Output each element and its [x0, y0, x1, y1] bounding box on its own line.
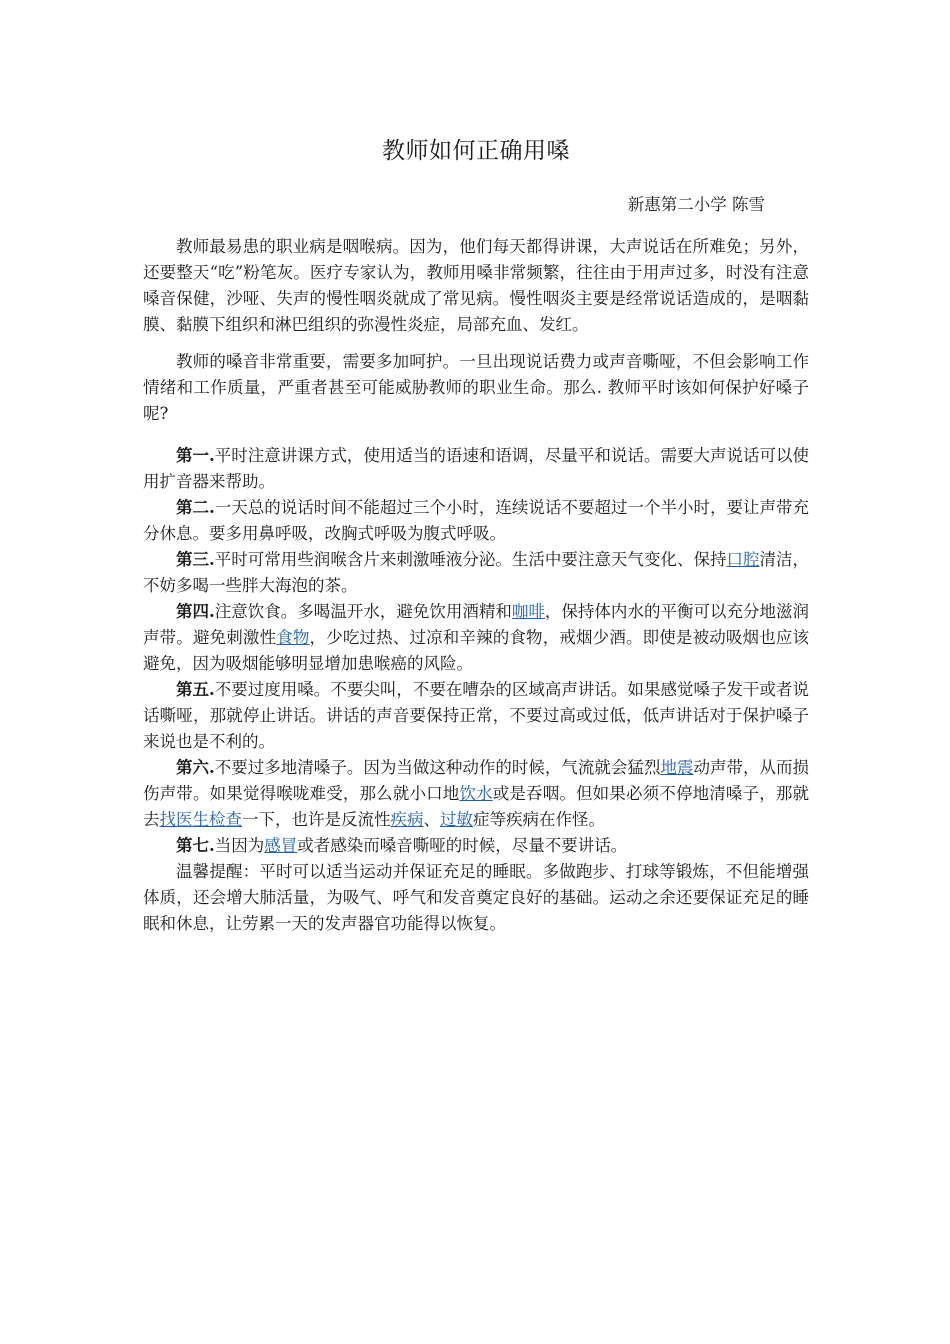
tip-text-6d: 一下，也许是反流性: [242, 810, 391, 829]
tip-text-6c: 或是吞咽。但如果必须不停地清嗓子，那就去: [143, 784, 810, 829]
link-earthquake[interactable]: 地震: [660, 758, 694, 777]
link-allergy[interactable]: 过敏: [440, 810, 473, 829]
tip-lead-5: 第五.: [176, 680, 215, 699]
document-author: 新惠第二小学 陈雪: [627, 195, 765, 214]
tip-lead-1: 第一.: [176, 446, 215, 465]
tip-text-2: 一天总的说话时间不能超过三个小时，连续说话不要超过一个半小时，要让声带充分休息。要多用鼻呼吸，改胸式呼吸为腹式呼吸。: [143, 498, 810, 543]
tip-paragraph-6: [143, 755, 809, 833]
tip-paragraph-3: [143, 547, 809, 599]
tip-paragraph-2: [143, 495, 809, 547]
document-body: [143, 234, 809, 937]
link-drink-water[interactable]: 饮水: [459, 784, 493, 803]
tip-text-4b: ，保持体内水的平衡可以充分地滋润声带。避免刺激性: [143, 602, 810, 647]
tip-text-3a: 平时可常用些润喉含片来刺激唾液分泌。生活中要注意天气变化、保持: [214, 550, 727, 569]
intro-paragraph-2: 教师的嗓音非常重要，需要多加呵护。一旦出现说话费力或声音嘶哑，不但会影响工作情绪和工作质量，严重者甚至可能威胁教师的职业生命。那么. 教师平时该如何保护好嗓子呢?: [143, 352, 809, 423]
tip-paragraph-5: [143, 677, 809, 755]
tip-text-4c: ，少吃过热、过凉和辛辣的食物，戒烟少酒。即使是被动吸烟也应该避免，因为吸烟能够明显增加患喉癌的风险。: [143, 628, 810, 673]
document-title: 教师如何正确用嗓: [382, 138, 570, 164]
tip-lead-7: 第七.: [176, 836, 215, 855]
link-see-doctor[interactable]: 找医生检查: [159, 810, 242, 829]
tip-text-6e: 、: [423, 810, 440, 829]
tip-paragraph-1: [143, 443, 809, 495]
tip-text-5: 不要过度用嗓。不要尖叫，不要在嘈杂的区域高声讲话。如果感觉嗓子发干或者说话嘶哑，那就停止讲话。讲话的声音要保持正常，不要过高或过低，低声讲话对于保护嗓子来说也是不利的。: [143, 680, 810, 751]
link-disease[interactable]: 疾病: [390, 810, 424, 829]
link-cold[interactable]: 感冒: [264, 836, 298, 855]
tip-lead-3: 第三.: [176, 550, 215, 569]
tip-paragraph-4: [143, 599, 809, 677]
tip-text-6a: 不要过多地清嗓子。因为当做这种动作的时候，气流就会猛烈: [214, 758, 661, 777]
tip-lead-2: 第二.: [176, 498, 215, 517]
tip-text-1: 平时注意讲课方式，使用适当的语速和语调，尽量平和说话。需要大声说话可以使用扩音器来帮助。: [143, 446, 810, 491]
link-coffee[interactable]: 咖啡: [511, 602, 545, 621]
tip-paragraph-7: [143, 833, 809, 859]
tip-lead-4: 第四.: [176, 602, 215, 621]
link-oral-cavity[interactable]: 口腔: [726, 550, 760, 569]
tip-text-3b: 清洁，不妨多喝一些胖大海泡的茶。: [143, 550, 810, 595]
reminder-paragraph: 温馨提醒：平时可以适当运动并保证充足的睡眠。多做跑步、打球等锻炼，不但能增强体质，还会增大肺活量，为吸气、呼气和发音奠定良好的基础。运动之余还要保证充足的睡眠和休息，让劳累一天的发声器官功能得以恢复。: [143, 862, 809, 933]
tip-text-7b: 或者感染而嗓音嘶哑的时候，尽量不要讲话。: [297, 836, 628, 855]
link-food[interactable]: 食物: [276, 628, 310, 647]
tip-text-4a: 注意饮食。多喝温开水，避免饮用酒精和: [214, 602, 512, 621]
intro-paragraph-1: 教师最易患的职业病是咽喉病。因为，他们每天都得讲课，大声说话在所难免；另外，还要整天“吃”粉笔灰。医疗专家认为，教师用嗓非常频繁，往往由于用声过多，时没有注意嗓音保健，沙哑、失声的慢性咽炎就成了常见病。慢性咽炎主要是经常说话造成的，是咽黏膜、黏膜下组织和淋巴组织的弥漫性炎症，局部充血、发红。: [143, 237, 809, 334]
tip-lead-6: 第六.: [176, 758, 215, 777]
tip-text-7a: 当因为: [214, 836, 265, 855]
tip-text-6f: 症等疾病在作怪。: [473, 810, 605, 829]
tip-text-6b: 动声带，从而损伤声带。如果觉得喉咙难受，那么就小口地: [143, 758, 810, 803]
